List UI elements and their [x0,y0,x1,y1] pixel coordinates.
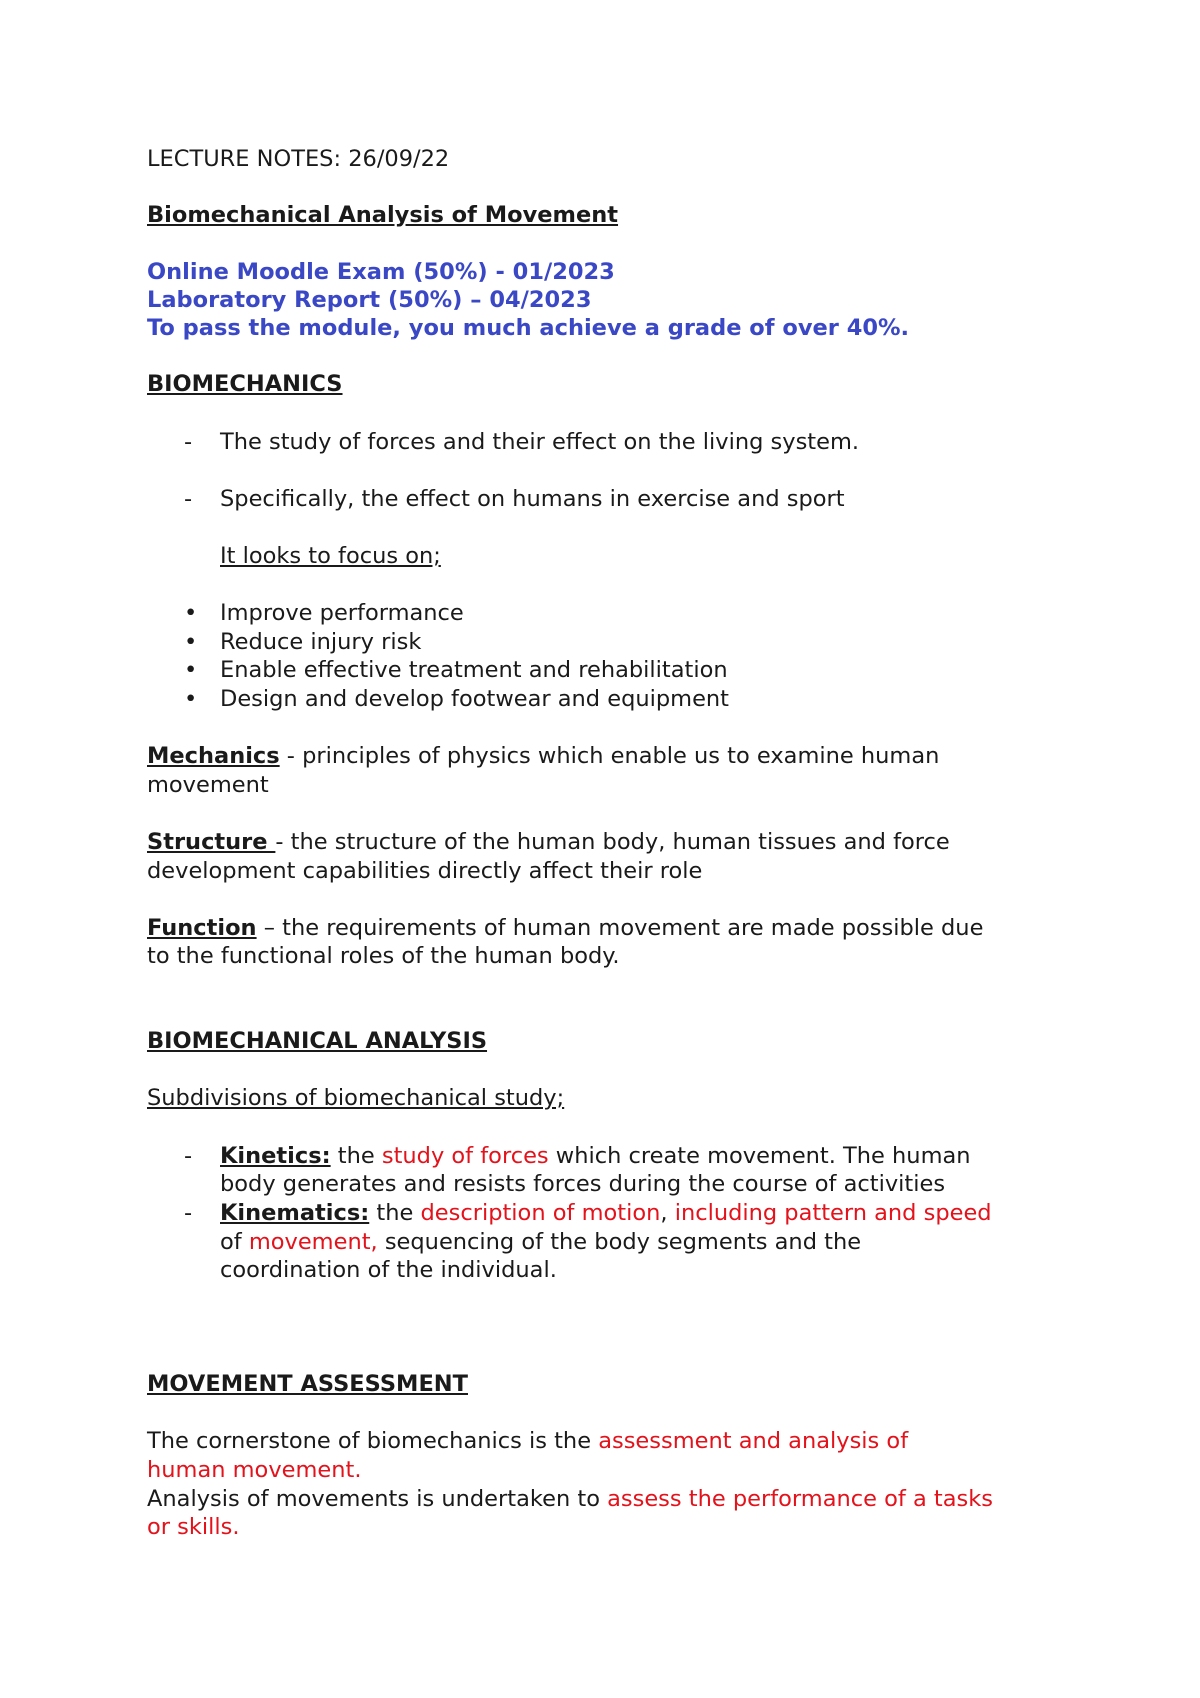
kinematics-text: of [220,1229,249,1255]
kinematics-term: Kinematics: [220,1200,370,1226]
focus-list-item: Design and develop footwear and equipment [220,686,730,712]
bullet-marker: • [184,629,198,655]
biomechanics-point: The study of forces and their effect on the living system. [220,429,860,455]
report-info: Laboratory Report (50%) – 04/2023 [147,287,592,313]
biomechanics-heading: BIOMECHANICS [147,371,343,397]
focus-intro: It looks to focus on; [220,543,441,569]
function-definition-cont: to the functional roles of the human body. [147,943,620,969]
assessment-highlight: assessment and analysis of [598,1428,909,1454]
kinetics-definition [220,1142,971,1170]
lecture-date-header: LECTURE NOTES: 26/09/22 [147,146,450,172]
structure-definition [147,828,950,856]
biomechanics-point: Specifically, the effect on humans in exercise and sport [220,486,845,512]
kinematics-highlight: description of motion [420,1200,661,1226]
assessment-text: The cornerstone of biomechanics is the [147,1428,599,1454]
structure-definition-cont: development capabilities directly affect their role [147,858,703,884]
exam-info: Online Moodle Exam (50%) - 01/2023 [147,259,615,285]
subdivisions-intro: Subdivisions of biomechanical study; [147,1085,565,1111]
dash-marker: - [184,429,193,455]
movement-assessment-heading: MOVEMENT ASSESSMENT [147,1371,468,1397]
structure-term: Structure [147,829,276,855]
assessment-paragraph [147,1427,908,1455]
analysis-heading: BIOMECHANICAL ANALYSIS [147,1028,488,1054]
kinetics-text: which create movement. The human [548,1143,971,1169]
function-term: Function [147,915,257,941]
focus-list-item: Enable effective treatment and rehabilitation [220,657,728,683]
mechanics-text: - principles of physics which enable us to examine human [279,743,940,769]
mechanics-term: Mechanics [147,743,280,769]
analysis-paragraph [147,1485,993,1513]
focus-list-item: Reduce injury risk [220,629,422,655]
function-text: – the requirements of human movement are made possible due [256,915,984,941]
kinematics-text: the [369,1200,421,1226]
focus-list-item: Improve performance [220,600,464,626]
mechanics-definition [147,742,939,770]
kinematics-definition-cont [220,1228,861,1256]
kinetics-highlight: study of forces [381,1143,549,1169]
bullet-marker: • [184,686,198,712]
kinematics-text: , [660,1200,675,1226]
module-title: Biomechanical Analysis of Movement [147,202,619,228]
kinetics-definition-cont: body generates and resists forces during the course of activities [220,1171,946,1197]
function-definition [147,914,983,942]
kinematics-definition-cont: coordination of the individual. [220,1257,557,1283]
pass-note: To pass the module, you much achieve a grade of over 40%. [147,315,910,341]
kinematics-text: sequencing of the body segments and the [377,1229,862,1255]
kinematics-definition [220,1199,992,1227]
structure-text: - the structure of the human body, human tissues and force [275,829,950,855]
analysis-highlight: assess the performance of a tasks [607,1486,993,1512]
analysis-text: Analysis of movements is undertaken to [147,1486,608,1512]
dash-marker: - [184,1143,193,1169]
kinematics-highlight: movement, [248,1229,378,1255]
kinetics-term: Kinetics: [220,1143,331,1169]
kinematics-highlight: including pattern and speed [674,1200,992,1226]
bullet-marker: • [184,657,198,683]
dash-marker: - [184,486,193,512]
bullet-marker: • [184,600,198,626]
mechanics-definition-cont: movement [147,772,269,798]
analysis-highlight-cont: or skills. [147,1514,240,1540]
dash-marker: - [184,1200,193,1226]
assessment-highlight-cont: human movement. [147,1457,362,1483]
kinetics-text: the [330,1143,382,1169]
